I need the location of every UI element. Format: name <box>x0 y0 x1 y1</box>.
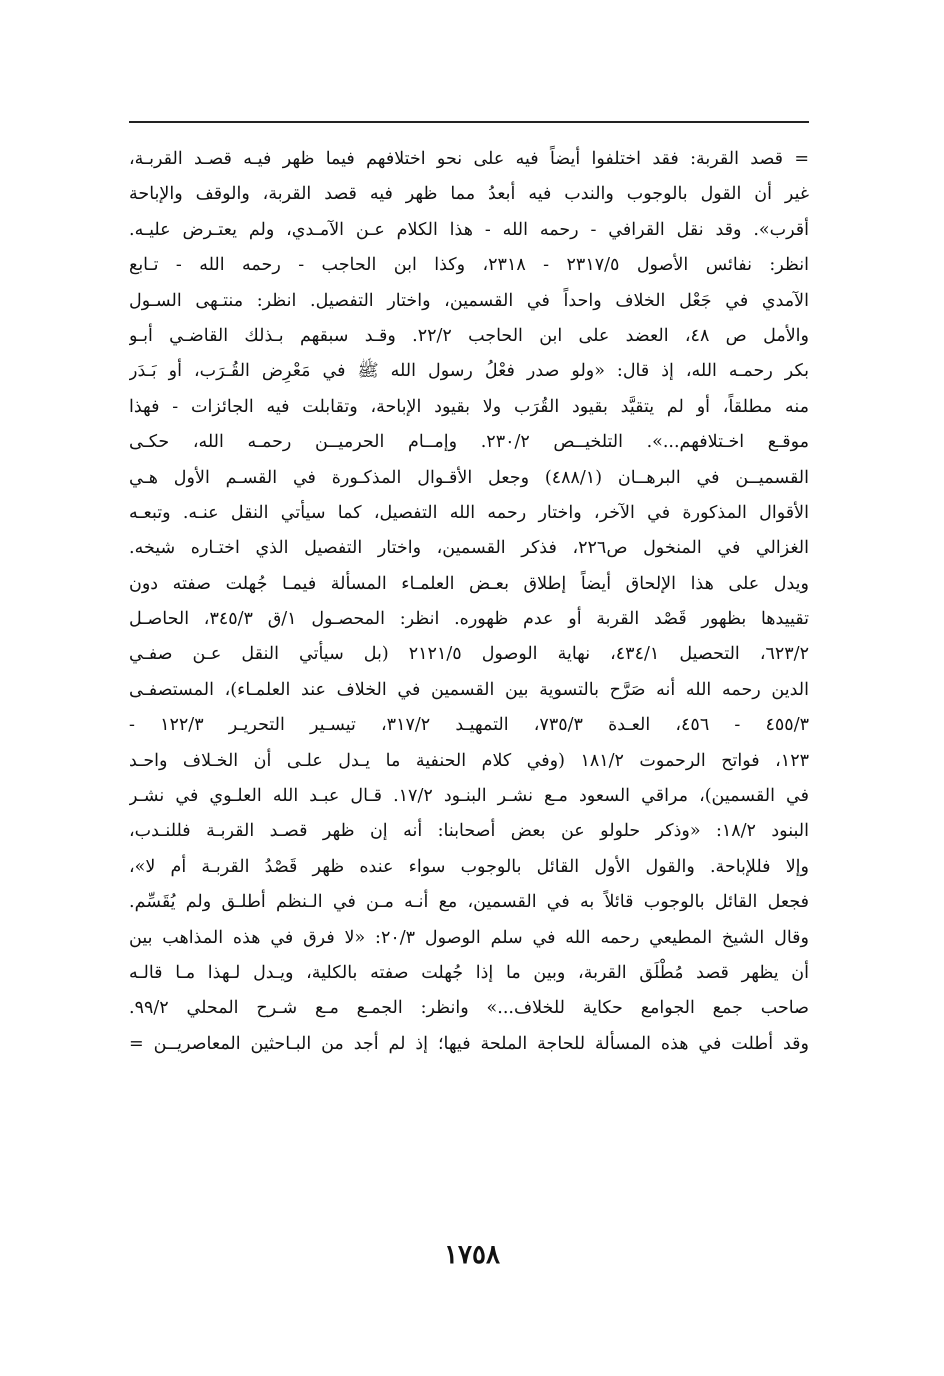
footnote-line: أن يظهر قصد مُطْلَق القربة، وبين ما إذا جُهلت صفته بالكلية، ويـدل لـهذا مـا قالـه <box>129 962 809 983</box>
footnote-line: صاحب جمع الجوامع حكاية للخلاف...» وانظر: الجمـع مـع شـرح المحلي ٩٩/٢. <box>129 998 809 1019</box>
footnote-line: الدين رحمه الله أنه صَرَّح بالتسوية بين القسمين في الخلاف عند العلمـاء)، المستصفـى <box>129 679 809 700</box>
footnote-line: الآمدي في جَعْل الخلاف واحداً في القسمين، واختار التفصيل. انظر: منتـهى السـول <box>129 290 809 311</box>
footnote-line: الغزالي في المنخول ص٢٢٦، فذكر القسمين، واختار التفصيل الذي اختـاره شيخه. <box>129 538 809 559</box>
footnote-line: وقد أطلت في هذه المسألة للحاجة الملحة فيها؛ إذ لم أجد من البـاحثين المعاصريــن = <box>129 1033 809 1054</box>
footnote-line: فجعل القائل بالوجوب قائلاً به في القسمين، مع أنـه مـن في الـنظم أطلـق ولم يُقَسِّم. <box>129 892 809 913</box>
footnote-line: في القسمين)، مراقي السعود مـع نشـر البنـود ١٧/٢. قـال عبـد الله العلـوي في نشـر <box>129 786 809 807</box>
footnote-line: ١٢٣، فواتح الرحموت ١٨١/٢ (وفي كلام الحنفية ما يـدل علـى أن الخـلاف واحـد <box>129 750 809 771</box>
footnote-line: ويدل على هذا الإلحاق أيضاً إطلاق بعـض العلمـاء المسألة فيمـا جُهلت صفته دون <box>129 573 809 594</box>
footnote-line: الأقوال المذكورة في الآخر، واختار رحمه الله التفصيل، كما سيأتي النقل عنـه. وتبعـه <box>129 502 809 523</box>
footnote-line: وإلا فللإباحة. والقول الأول القائل بالوجوب سواء عنده ظهر قَصْدُ القربـة أم لا»، <box>129 856 809 877</box>
footnote-line: = قصد القربة: فقد اختلفوا أيضاً فيه على نحو اختلافهم فيما ظهر فيـه قصـد القربـة، <box>129 149 809 169</box>
footnote-line: غير أن القول بالوجوب والندب فيه أبعدُ مما ظهر فيه قصد القربة، والوقف والإباحة <box>129 184 809 205</box>
footnote-line: ٤٥٥/٣ - ٤٥٦، العـدة ٧٣٥/٣، التمهيـد ٣١٧/٢، تيسـير التحريـر ١٢٢/٣ - <box>129 715 809 736</box>
footnote-line: منه مطلقاً، أو لم يتقيَّد بقيود القُرَب ولا بقيود الإباحة، وتقابلت فيه الجائزات - فهذا <box>129 396 809 417</box>
footnote-line: أقرب». وقد نقل القرافي - رحمه الله - هذا الكلام عـن الآمـدي، ولم يعتـرض عليـه. <box>129 219 809 240</box>
footnote-text-block <box>129 142 809 1062</box>
footnote-line: تقييدها بظهور قَصْد القربة أو عدم ظهوره. انظر: المحصـول ١/ق ٣٤٥/٣، الحاصـل <box>129 609 809 630</box>
footnote-line: البنود ١٨/٢: «وذكر حلولو عن بعض أصحابنا: أنه إن ظهر قصـد القربـة فللنـدب، <box>129 821 809 842</box>
footnote-line: القسميــن في البرهــان (٤٨٨/١) وجعل الأقـوال المذكـورة في القسـم الأول هـي <box>129 467 809 488</box>
footnote-line: انظر: نفائس الأصول ٢٣١٧/٥ - ٢٣١٨، وكذا ابن الحاجب - رحمه الله - تـابع <box>129 255 809 276</box>
footnote-line: والأمل ص ٤٨، العضد على ابن الحاجب ٢٢/٢. وقـد سبقهم بـذلك القاضـي أبـو <box>129 325 809 346</box>
footnote-line: موقـع اخـتلافهم...». التلخيــص ٢٣٠/٢. وإمــام الحرميــن رحمـه الله، حكـى <box>129 432 809 453</box>
footnote-line: وقال الشيخ المطيعي رحمه الله في سلم الوصول ٢٠/٣: «لا فرق في هذه المذاهب بين <box>129 927 809 948</box>
footnote-line: ٦٢٣/٢، التحصيل ٤٣٤/١، نهاية الوصول ٢١٢١/٥ (بل سيأتي النقل عـن صفـي <box>129 644 809 665</box>
footnote-line: بكر رحمـه الله، إذ قال: «ولو صدر فعْلُ رسول الله ﷺ في مَعْرِض القُـرَب، أو بَـدَر <box>129 361 809 382</box>
page-number: ١٧٥٨ <box>444 1240 500 1270</box>
footnote-separator-rule <box>129 121 809 123</box>
